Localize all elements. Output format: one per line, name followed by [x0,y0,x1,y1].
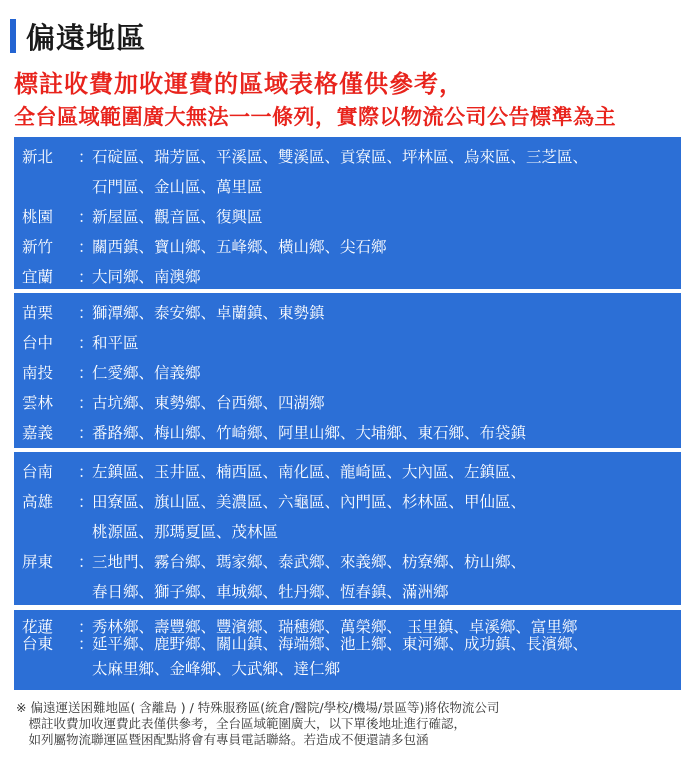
region-name: 雲林 [22,394,54,412]
separator: ： [78,334,94,352]
separator: ： [78,268,94,286]
area-list: 左鎮區、玉井區、楠西區、南化區、龍崎區、大內區、左鎮區、 [92,463,527,481]
region-row [14,357,681,387]
separator: ： [78,238,94,256]
footnote-line: 標註收費加收運費此表僅供參考，全台區域範圍廣大，以下單後地址進行確認， [16,716,467,731]
area-list: 秀林鄉、壽豐鄉、豐濱鄉、瑞穗鄉、萬榮鄉、 玉里鎮、卓溪鄉、富里鄉 [92,617,578,636]
region-name: 桃園 [22,208,54,226]
region-name: 台南 [22,463,54,481]
separator: ： [78,148,94,166]
region-row-continued [14,576,681,606]
region-name: 台中 [22,334,54,352]
region-name: 宜蘭 [22,268,54,286]
separator: ： [78,493,94,511]
region-name: 台東 [22,634,54,653]
area-list: 石碇區、瑞芳區、平溪區、雙溪區、貢寮區、坪林區、烏來區、三芝區、 [92,148,589,166]
region-name: 嘉義 [22,424,54,442]
region-row [14,387,681,417]
region-row [14,231,681,261]
footnote-line: 如列屬物流聯運區暨困配點將會有專員電話聯絡。若造成不便還請多包涵 [16,732,429,747]
region-row-continued [14,651,681,685]
separator: ： [78,364,94,382]
region-row [14,297,681,327]
title-accent-bar [10,19,16,53]
area-list: 桃源區、那瑪夏區、茂林區 [92,523,279,541]
region-name: 苗栗 [22,304,54,322]
area-list: 石門區、金山區、萬里區 [92,178,263,196]
separator: ： [78,304,94,322]
region-block-south [14,452,681,605]
separator: ： [78,617,94,636]
separator: ： [78,424,94,442]
subtitle-line-2: 全台區域範圍廣大無法一一條列，實際以物流公司公告標準為主 [14,105,616,129]
area-list: 太麻里鄉、金峰鄉、大武鄉、達仁鄉 [92,660,341,678]
region-name: 新北 [22,148,54,166]
area-list: 仁愛鄉、信義鄉 [92,364,201,382]
area-list: 春日鄉、獅子鄉、車城鄉、牡丹鄉、恆春鎮、滿洲鄉 [92,583,449,601]
region-name: 南投 [22,364,54,382]
area-list: 延平鄉、鹿野鄉、關山鎮、海端鄉、池上鄉、東河鄉、成功鎮、長濱鄉、 [92,634,589,653]
area-list: 古坑鄉、東勢鄉、台西鄉、四湖鄉 [92,394,325,412]
area-list: 關西鎮、寶山鄉、五峰鄉、橫山鄉、尖石鄉 [92,238,387,256]
separator: ： [78,634,94,653]
area-list: 大同鄉、南澳鄉 [92,268,201,286]
region-name: 屏東 [22,553,54,571]
region-name: 高雄 [22,493,54,511]
region-block-north [14,137,681,289]
region-row [14,546,681,576]
footnote [16,700,499,748]
area-list: 新屋區、觀音區、復興區 [92,208,263,226]
region-row [14,201,681,231]
area-list: 和平區 [92,334,139,352]
footnote-line: ※ 偏遠運送困難地區( 含離島 ) / 特殊服務區(統倉/醫院/學校/機場/景區等)將依物流公司 [16,700,500,715]
area-list: 番路鄉、梅山鄉、竹崎鄉、阿里山鄉、大埔鄉、東石鄉、布袋鎮 [92,424,527,442]
area-list: 獅潭鄉、泰安鄉、卓蘭鎮、東勢鎮 [92,304,325,322]
region-row-continued [14,171,681,201]
region-name: 花蓮 [22,617,54,636]
separator: ： [78,463,94,481]
region-row [14,417,681,447]
region-name: 新竹 [22,238,54,256]
region-block-east [14,610,681,690]
region-row [14,486,681,516]
heading [10,18,146,54]
page-title: 偏遠地區 [26,20,147,55]
region-block-central [14,293,681,448]
separator: ： [78,208,94,226]
region-row [14,456,681,486]
region-row [14,634,681,651]
region-row [14,141,681,171]
separator: ： [78,394,94,412]
subtitle-line-1: 標註收費加收運費的區域表格僅供參考， [14,70,464,98]
separator: ： [78,553,94,571]
region-row [14,261,681,291]
region-row-continued [14,516,681,546]
region-row [14,327,681,357]
area-list: 田寮區、旗山區、美濃區、六龜區、內門區、杉林區、甲仙區、 [92,493,527,511]
area-list: 三地門、霧台鄉、瑪家鄉、泰武鄉、來義鄉、枋寮鄉、枋山鄉、 [92,553,527,571]
